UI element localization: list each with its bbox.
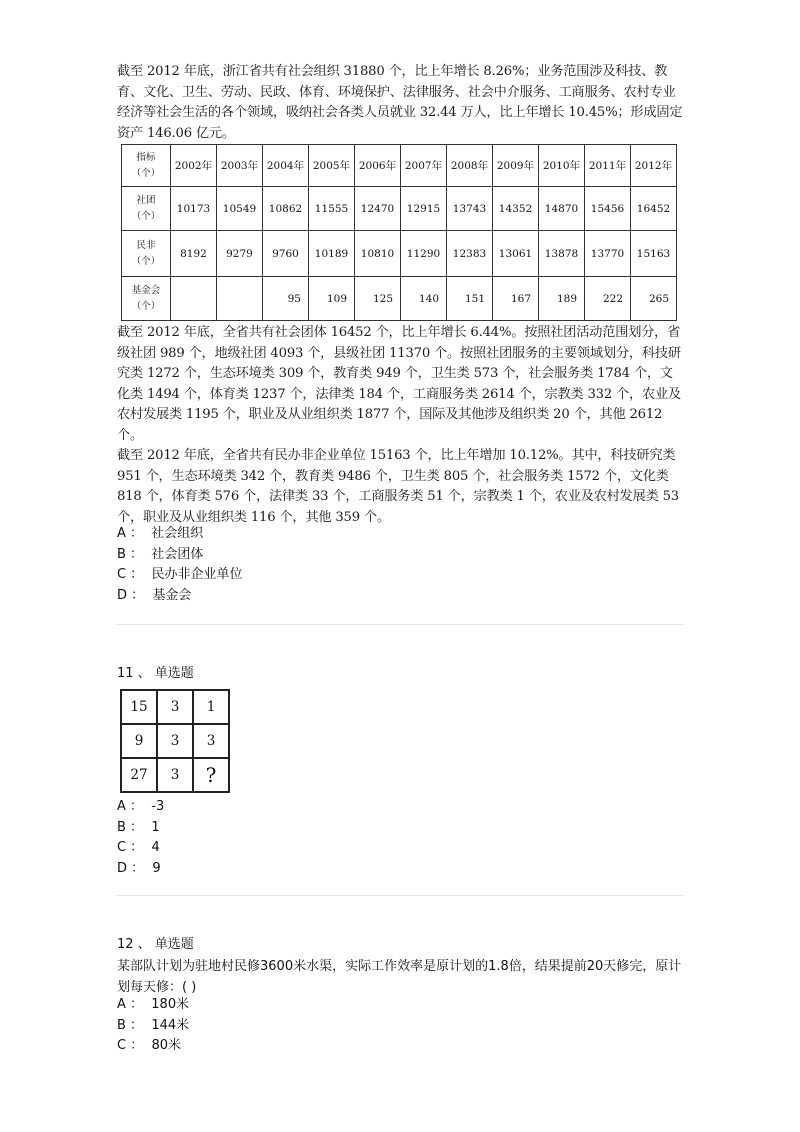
year-header: 2002年 bbox=[171, 145, 217, 187]
option-a[interactable]: A ： 社会组织 bbox=[117, 526, 204, 541]
q12-heading: 12 、 单选题 bbox=[117, 937, 194, 952]
year-header: 2005年 bbox=[309, 145, 355, 187]
social-groups-text: 截至 2012 年底，全省共有社会团体 16452 个，比上年增长 6.44%。按照社团活动范围划分，省级社团 989 个，地级社团 4093 个，县级社团 11370 个。按照社团服务的主要领域划分，科技研究类 1272 个，生态环境类 309 个，教育类 949 个，卫生类 573 个，社会服务类 1784 个，文化类 1494 个，体育类 1237 个，法律类 184 个，工商服务类 2614 个，宗教类 332 个，农业及农村发展类 1195 个，职业及从业组织类 1877 个，国际及其他涉及组织类 20 个，其他 2612 个。 bbox=[117, 325, 681, 443]
table-cell: 11290 bbox=[401, 231, 447, 277]
table-cell: 265 bbox=[631, 277, 677, 321]
question-divider bbox=[117, 624, 683, 625]
table-cell: 13061 bbox=[493, 231, 539, 277]
table-cell: 167 bbox=[493, 277, 539, 321]
option-c[interactable]: C ： 民办非企业单位 bbox=[117, 567, 243, 582]
row-label bbox=[122, 277, 171, 321]
table-cell: 10189 bbox=[309, 231, 355, 277]
year-header: 2003年 bbox=[217, 145, 263, 187]
table-cell: 13878 bbox=[539, 231, 585, 277]
q11-options bbox=[117, 797, 164, 879]
option-b[interactable]: B ： 1 bbox=[117, 819, 160, 835]
table-cell: 14870 bbox=[539, 187, 585, 231]
table-cell: 12383 bbox=[447, 231, 493, 277]
grid-cell: 3 bbox=[157, 690, 193, 724]
table-cell: 12915 bbox=[401, 187, 447, 231]
table-cell: 140 bbox=[401, 277, 447, 321]
q12-options bbox=[117, 995, 189, 1057]
year-header: 2009年 bbox=[493, 145, 539, 187]
grid-cell-unknown: ? bbox=[193, 758, 229, 792]
intro-text: 截至 2012 年底，浙江省共有社会组织 31880 个，比上年增长 8.26%；业务范围涉及科技、教育、文化、卫生、劳动、民政、体育、环境保护、法律服务、社会中介服务、工商服务、农村专业经济等社会生活的各个领域，吸纳社会各类人员就业 32.44 万人，比上年增长 10.45%；形成固定资产 146.06 亿元。 bbox=[117, 64, 683, 141]
year-header: 2006年 bbox=[355, 145, 401, 187]
table-cell: 13743 bbox=[447, 187, 493, 231]
row-label-name: 社团 bbox=[136, 194, 156, 206]
grid-cell: 9 bbox=[121, 724, 157, 758]
row-label-unit: （个） bbox=[131, 255, 161, 267]
q10-options bbox=[117, 524, 242, 606]
table-cell: 125 bbox=[355, 277, 401, 321]
grid-cell: 3 bbox=[157, 724, 193, 758]
table-cell: 15163 bbox=[631, 231, 677, 277]
table-cell: 109 bbox=[309, 277, 355, 321]
table-cell: 10549 bbox=[217, 187, 263, 231]
table-row bbox=[122, 231, 677, 277]
table-cell: 11555 bbox=[309, 187, 355, 231]
social-groups-paragraph bbox=[117, 323, 683, 446]
table-cell: 16452 bbox=[631, 187, 677, 231]
row-label-name: 基金会 bbox=[131, 284, 161, 296]
corner-label: 指标 bbox=[136, 151, 156, 163]
option-d[interactable]: D ： 基金会 bbox=[117, 587, 192, 603]
table-cell: 10862 bbox=[263, 187, 309, 231]
corner-unit: （个） bbox=[131, 167, 161, 179]
grid-cell: 27 bbox=[121, 758, 157, 792]
table-cell: 10173 bbox=[171, 187, 217, 231]
table-header-row bbox=[122, 145, 677, 187]
year-header: 2010年 bbox=[539, 145, 585, 187]
grid-row bbox=[121, 724, 229, 758]
row-label bbox=[122, 231, 171, 277]
statistics-table bbox=[121, 144, 677, 321]
table-corner-cell bbox=[122, 145, 171, 187]
table-cell: 15456 bbox=[585, 187, 631, 231]
row-label-name: 民非 bbox=[136, 239, 156, 251]
year-header: 2012年 bbox=[631, 145, 677, 187]
q11-heading: 11 、 单选题 bbox=[117, 666, 194, 681]
year-header: 2008年 bbox=[447, 145, 493, 187]
grid-row bbox=[121, 690, 229, 724]
table-cell: 222 bbox=[585, 277, 631, 321]
table-cell: 8192 bbox=[171, 231, 217, 277]
table-cell bbox=[217, 277, 263, 321]
row-label bbox=[122, 187, 171, 231]
q12-question-text: 某部队计划为驻地村民修3600米水渠，实际工作效率是原计划的1.8倍，结果提前20天修完，原计划每天修：( ) bbox=[117, 959, 682, 995]
table-cell bbox=[171, 277, 217, 321]
table-cell: 12470 bbox=[355, 187, 401, 231]
year-header: 2011年 bbox=[585, 145, 631, 187]
table-cell: 189 bbox=[539, 277, 585, 321]
table-row bbox=[122, 187, 677, 231]
grid-row bbox=[121, 758, 229, 792]
year-header: 2004年 bbox=[263, 145, 309, 187]
table-cell: 9760 bbox=[263, 231, 309, 277]
grid-cell: 15 bbox=[121, 690, 157, 724]
row-label-unit: （个） bbox=[131, 210, 161, 222]
option-b[interactable]: B ： 社会团体 bbox=[117, 546, 204, 562]
row-label-unit: （个） bbox=[131, 300, 161, 312]
year-header: 2007年 bbox=[401, 145, 447, 187]
intro-paragraph bbox=[117, 62, 683, 144]
question-divider bbox=[117, 895, 683, 896]
table-row bbox=[122, 277, 677, 321]
table-cell: 10810 bbox=[355, 231, 401, 277]
table-cell: 151 bbox=[447, 277, 493, 321]
option-c[interactable]: C ： 4 bbox=[117, 840, 160, 855]
option-c[interactable]: C ： 80米 bbox=[117, 1038, 182, 1053]
option-a[interactable]: A ： 180米 bbox=[117, 997, 190, 1012]
grid-cell: 3 bbox=[157, 758, 193, 792]
private-nonenterprise-text: 截至 2012 年底，全省共有民办非企业单位 15163 个，比上年增加 10.12%。其中，科技研究类 951 个，生态环境类 342 个，教育类 9486 个，卫生类 805 个，社会服务类 1572 个，文化类 818 个，体育类 576 个，法律类 33 个，工商服务类 51 个，宗教类 1 个，农业及农村发展类 53 个，职业及从业组织类 116 个，其他 359 个。 bbox=[117, 448, 679, 525]
table-cell: 13770 bbox=[585, 231, 631, 277]
grid-cell: 1 bbox=[193, 690, 229, 724]
table-cell: 9279 bbox=[217, 231, 263, 277]
option-b[interactable]: B ： 144米 bbox=[117, 1017, 190, 1033]
private-nonenterprise-paragraph bbox=[117, 446, 683, 528]
table-cell: 95 bbox=[263, 277, 309, 321]
option-a[interactable]: A ： -3 bbox=[117, 799, 165, 814]
table-cell: 14352 bbox=[493, 187, 539, 231]
grid-cell: 3 bbox=[193, 724, 229, 758]
number-grid bbox=[120, 689, 230, 793]
option-d[interactable]: D ： 9 bbox=[117, 860, 161, 876]
